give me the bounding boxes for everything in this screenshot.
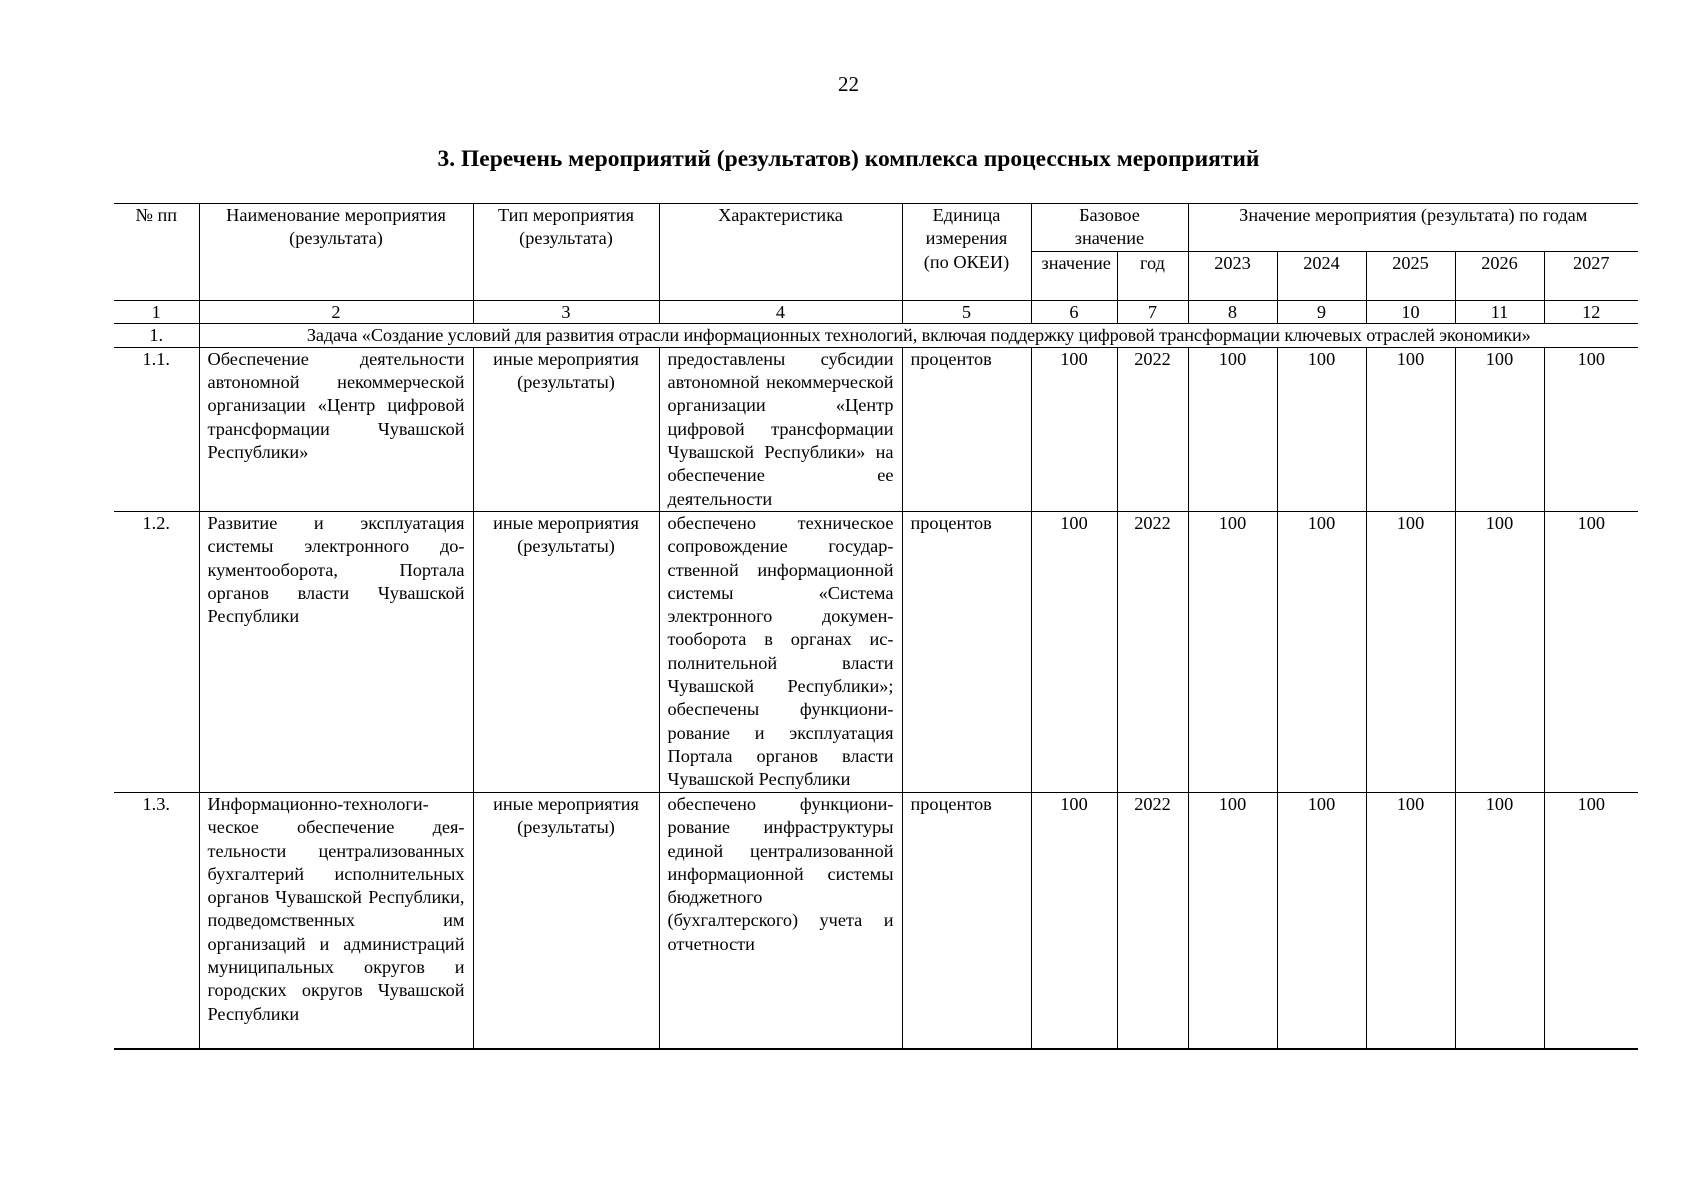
value-2027: 100: [1544, 792, 1638, 1049]
measure-type: иные мероприятия (результаты): [473, 511, 659, 792]
column-number: 11: [1455, 300, 1544, 323]
value-2025: 100: [1366, 792, 1455, 1049]
column-number: 5: [902, 300, 1031, 323]
measures-table: [114, 203, 1638, 1050]
column-number: 7: [1117, 300, 1188, 323]
header-type: Тип мероприятия (результата): [473, 204, 659, 301]
column-number: 6: [1031, 300, 1117, 323]
value-2027: 100: [1544, 347, 1638, 511]
table-row: [114, 792, 1638, 1049]
measure-type: иные мероприятия (результаты): [473, 347, 659, 511]
column-number: 3: [473, 300, 659, 323]
header-year: 2025: [1366, 251, 1455, 300]
measure-name: Обеспечение деятельности автономной некоммерческой организации «Центр цифровой трансформации Чувашской Республики»: [199, 347, 473, 511]
row-number: 1.1.: [114, 347, 199, 511]
header-base-year: год: [1117, 251, 1188, 300]
header-characteristic: Характеристика: [659, 204, 902, 301]
value-2025: 100: [1366, 347, 1455, 511]
measure-type: иные мероприятия (результаты): [473, 792, 659, 1049]
value-2027: 100: [1544, 511, 1638, 792]
base-year: 2022: [1117, 511, 1188, 792]
value-2024: 100: [1277, 347, 1366, 511]
header-num: № пп: [114, 204, 199, 301]
value-2026: 100: [1455, 792, 1544, 1049]
header-base-value: значение: [1031, 251, 1117, 300]
measure-unit: процентов: [902, 347, 1031, 511]
base-year: 2022: [1117, 792, 1188, 1049]
table-row: [114, 347, 1638, 511]
measure-name: Развитие и эксплуатация системы электронного документооборота, Портала органов власти Чувашской Республики: [199, 511, 473, 792]
column-number: 8: [1188, 300, 1277, 323]
measure-characteristic: обеспечено техническое сопровождение государственной информационной системы «Система электронного документооборота в органах исполнительной власти Чувашской Республики»; обеспечены функционирование и эксплуатация Портала органов власти Чувашской Республики: [659, 511, 902, 792]
task-title: Задача «Создание условий для развития отрасли информационных технологий, включая поддержку цифровой трансформации ключевых отраслей экономики»: [199, 323, 1638, 347]
column-number: 2: [199, 300, 473, 323]
measure-characteristic: предоставлены субсидии автономной некоммерческой организации «Центр цифровой трансформации Чувашской Республики» на обеспечение ее деятельности: [659, 347, 902, 511]
value-2023: 100: [1188, 792, 1277, 1049]
column-number: 9: [1277, 300, 1366, 323]
value-2024: 100: [1277, 792, 1366, 1049]
header-name: Наименование мероприятия (результата): [199, 204, 473, 301]
page-title: 3. Перечень мероприятий (результатов) комплекса процессных мероприятий: [437, 146, 1260, 172]
column-number: 1: [114, 300, 199, 323]
measure-name: Информационно-технологическое обеспечение деятельности централизованных бухгалтерий исполнительных органов Чувашской Республики, подведомственных им организаций и администраций муниципальных округов и городских округов Чувашской Республики: [199, 792, 473, 1049]
page-number: 22: [838, 72, 859, 96]
header-base: Базовое значение: [1031, 204, 1188, 252]
measure-unit: процентов: [902, 511, 1031, 792]
header-year: 2023: [1188, 251, 1277, 300]
measure-characteristic: обеспечено функционирование инфраструктуры единой централизованной информационной системы бюджетного (бухгалтерского) учета и отчетности: [659, 792, 902, 1049]
column-number: 10: [1366, 300, 1455, 323]
column-number: 4: [659, 300, 902, 323]
base-value: 100: [1031, 792, 1117, 1049]
header-unit: Единица измерения (по ОКЕИ): [902, 204, 1031, 301]
value-2026: 100: [1455, 511, 1544, 792]
column-number: 12: [1544, 300, 1638, 323]
base-value: 100: [1031, 347, 1117, 511]
row-number: 1.2.: [114, 511, 199, 792]
base-value: 100: [1031, 511, 1117, 792]
value-2023: 100: [1188, 347, 1277, 511]
measure-unit: процентов: [902, 792, 1031, 1049]
table-row: [114, 511, 1638, 792]
value-2026: 100: [1455, 347, 1544, 511]
header-year: 2027: [1544, 251, 1638, 300]
header-year: 2024: [1277, 251, 1366, 300]
value-2024: 100: [1277, 511, 1366, 792]
row-number: 1.3.: [114, 792, 199, 1049]
base-year: 2022: [1117, 347, 1188, 511]
value-2023: 100: [1188, 511, 1277, 792]
header-year: 2026: [1455, 251, 1544, 300]
header-by-years: Значение мероприятия (результата) по годам: [1188, 204, 1638, 252]
task-number: 1.: [114, 323, 199, 347]
value-2025: 100: [1366, 511, 1455, 792]
